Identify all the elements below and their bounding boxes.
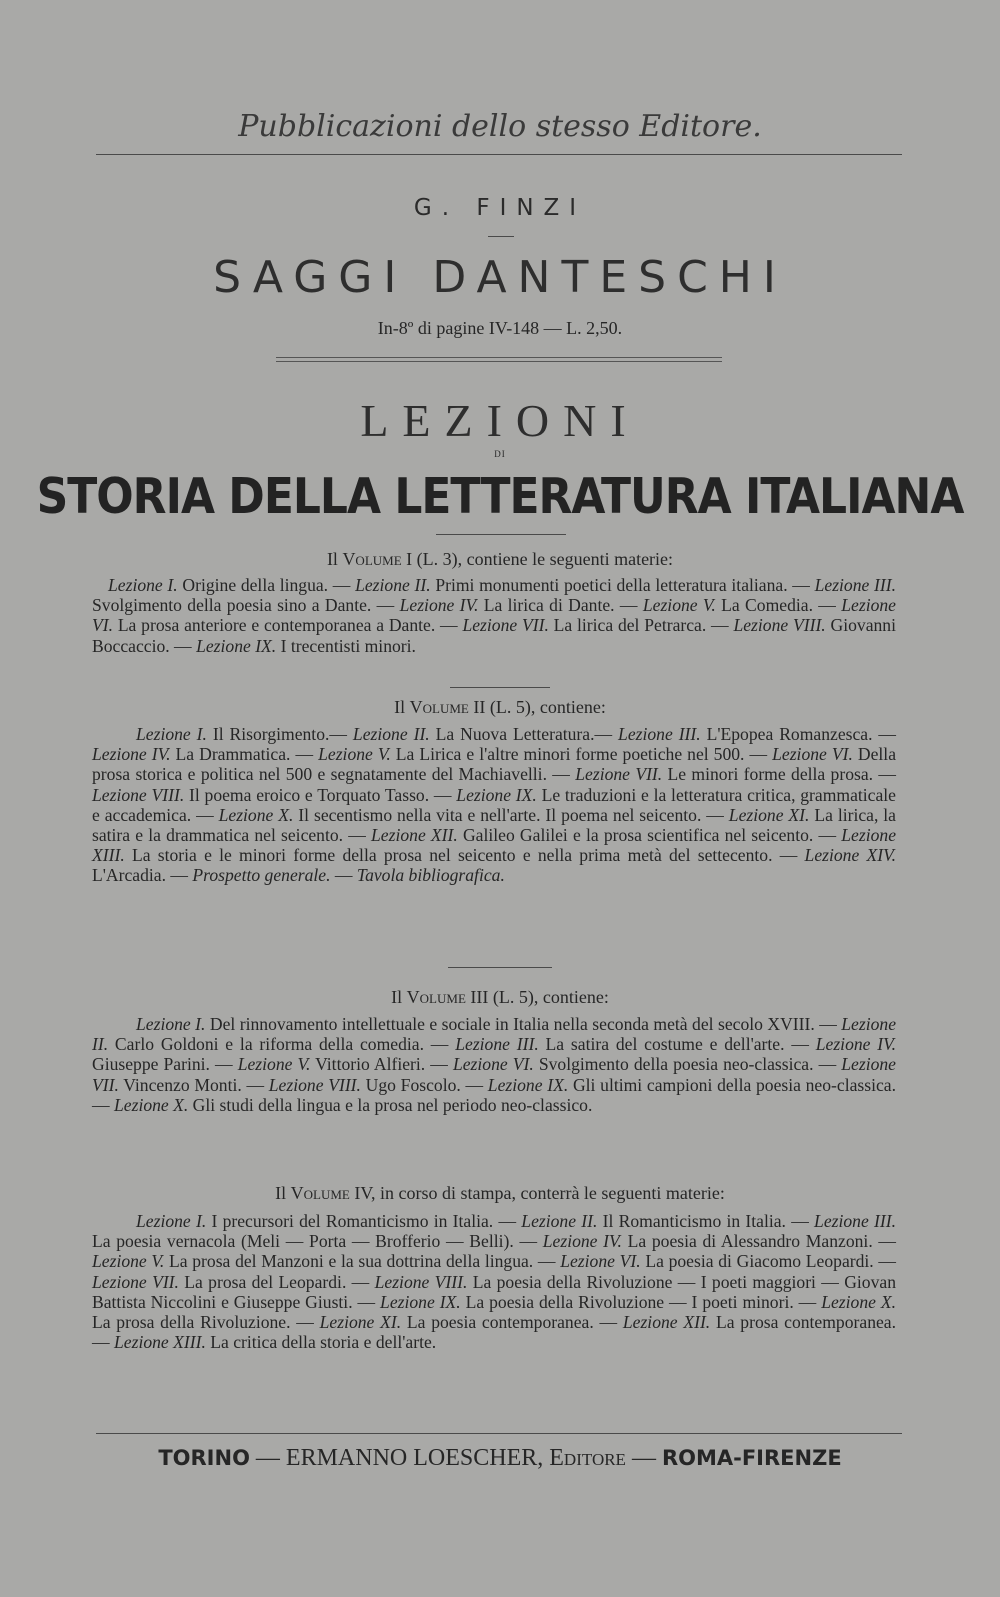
lesson-label: Lezione IX. [456,784,537,805]
lesson-label: Lezione IV. [815,1034,897,1055]
lesson-label: Lezione VI. [452,1054,534,1075]
volume-3-contents: Lezione I. Del rinnovamento intellettuale e sociale in Italia nella seconda metà del secolo XVIII. — Lezione II. Carlo Goldoni e la riforma della comedia. — Lezione III. La satira del costume e dell'arte. — Lezione IV. Giuseppe Parini. — Lezione V. Vittorio Alfieri. — Lezione VI. Svolgimento della poesia neo-classica. — Lezione VII. Vincenzo Monti. — Lezione VIII. Ugo Foscolo. — Lezione IX. Gli ultimi campioni della poesia neo-classica. — Lezione X. Gli studi della lingua e la prosa nel periodo neo-classico. [92,1014,897,1115]
lesson-label: Lezione IX. [196,635,277,656]
book1-double-rule [276,357,722,362]
lesson-label: Lezione VI. [92,595,896,636]
lesson-label: Lezione V. [237,1054,311,1075]
footer-city-left: TORINO [158,1446,250,1470]
lesson-label: Tavola bibliografica. [356,865,505,886]
footer-rule [96,1433,902,1434]
book1-details: In-8º di pagine IV-148 — L. 2,50. [377,318,623,338]
footer-publisher: ERMANNO LOESCHER, [285,1445,550,1471]
book1-title: SAGGI DANTESCHI [213,252,787,303]
lesson-label: Lezione VIII. [268,1074,361,1095]
lesson-label: Lezione VII. [92,1054,896,1095]
lesson-label: Lezione X. [114,1094,189,1115]
lesson-label: Lezione V. [92,1251,165,1272]
lesson-label: Lezione I. [136,724,207,744]
lesson-label: Lezione V. [318,744,391,765]
footer-imprint: TORINO — ERMANNO LOESCHER, Editore — ROMA-FIRENZE [158,1445,842,1471]
book2-title-di: DI [494,449,506,459]
lesson-label: Lezione XI. [319,1312,402,1333]
lesson-label: Lezione VII. [575,764,663,785]
lesson-label: Lezione V. [642,595,716,616]
volume-1-heading: Il Volume I (L. 3), contiene le seguenti materie: [326,549,674,569]
lesson-label: Lezione VIII. [92,784,185,805]
book2-title-line1: LEZIONI [360,395,640,446]
volume-4-contents: Lezione I. I precursori del Romanticismo in Italia. — Lezione II. Il Romanticismo in Italia. — Lezione III. La poesia vernacola (Meli — Porta — Brofferio — Belli). — Lezione IV. La poesia di Alessandro Manzoni. — Lezione V. La prosa del Manzoni e la sua dottrina della lingua. — Lezione VI. La poesia di Giacomo Leopardi. — Lezione VII. La prosa del Leopardi. — Lezione VIII. La poesia della Rivoluzione — I poeti maggiori — Giovan Battista Niccolini e Giuseppe Giusti. — Lezione IX. La poesia della Rivoluzione — I poeti minori. — Lezione X. La prosa della Rivoluzione. — Lezione XI. La poesia contemporanea. — Lezione XII. La prosa contemporanea. — Lezione XIII. La critica della storia e dell'arte. [92,1211,897,1353]
book2-title-line2: STORIA DELLA LETTERATURA ITALIANA [36,468,964,526]
lesson-label: Lezione IV. [399,595,479,616]
volume-1-contents: Lezione I. Origine della lingua. — Lezione II. Primi monumenti poetici della letteratura italiana. — Lezione III. Svolgimento della poesia sino a Dante. — Lezione IV. La lirica di Dante. — Lezione V. La Comedia. — Lezione VI. La prosa anteriore e contemporanea a Dante. — Lezione VII. La lirica del Petrarca. — Lezione VIII. Giovanni Boccaccio. — Lezione IX. I trecentisti minori. [92,575,896,656]
lesson-label: Lezione IX. [487,1074,569,1095]
lesson-label: Lezione II. [355,575,431,595]
lesson-label: Lezione VII. [92,1271,179,1292]
lesson-label: Lezione XI. [728,804,810,825]
volume-2-heading: Il Volume II (L. 5), contiene: [394,697,606,717]
header-title: Pubblicazioni dello stesso Editore. [238,109,762,144]
lesson-label: Lezione III. [618,724,701,744]
lesson-label: Lezione IV. [92,744,171,765]
lesson-label: Lezione I. [108,575,178,595]
lesson-label: Lezione III. [814,575,896,595]
volume-4-heading: Il Volume IV, in corso di stampa, conterrà le seguenti materie: [275,1183,725,1203]
lesson-label: Lezione II. [92,1014,896,1055]
author-rule [488,236,514,237]
lesson-label: Lezione XIV. [804,845,896,866]
lesson-label: Lezione XII. [622,1312,711,1333]
lesson-label: Lezione IV. [542,1231,622,1252]
lesson-label: Lezione II. [521,1211,598,1231]
lesson-label: Lezione VI. [560,1251,641,1272]
header-rule [96,154,902,155]
lesson-label: Lezione XII. [371,825,458,846]
lesson-label: Lezione VIII. [374,1271,468,1292]
volume-3-heading: Il Volume III (L. 5), contiene: [391,987,609,1007]
lesson-label: Lezione I. [136,1014,206,1034]
lesson-label: Lezione VI. [772,744,853,765]
lesson-label: Lezione I. [136,1211,207,1231]
volume-2-contents: Lezione I. Il Risorgimento.— Lezione II. La Nuova Letteratura.— Lezione III. L'Epopea Romanzesca. — Lezione IV. La Drammatica. — Lezione V. La Lirica e l'altre minori forme poetiche nel 500. — Lezione VI. Della prosa storica e politica nel 500 e segnatamente del Machiavelli. — Lezione VII. Le minori forme della prosa. — Lezione VIII. Il poema eroico e Torquato Tasso. — Lezione IX. Le traduzioni e la letteratura critica, grammaticale e accademica. — Lezione X. Il secentismo nella vita e nell'arte. Il poema nel seicento. — Lezione XI. La lirica, la satira e la drammatica nel seicento. — Lezione XII. Galileo Galilei e la prosa scientifica nel seicento. — Lezione XIII. La storia e le minori forme della prosa nel seicento e nella prima metà del settecento. — Lezione XIV. L'Arcadia. — Prospetto generale. — Tavola bibliografica. [92,724,897,886]
lesson-label: Lezione VII. [462,615,549,636]
lesson-label: Lezione X. [821,1291,897,1312]
volume-2-rule [448,967,552,968]
lesson-label: Lezione III. [814,1211,896,1231]
lesson-label: Lezione VIII. [733,615,826,636]
lesson-label: Lezione IX. [380,1291,461,1312]
book1-author: G. FINZI [413,195,587,221]
lesson-label: Lezione XIII. [114,1332,206,1353]
book2-rule [436,534,566,535]
volume-1-rule [450,687,550,688]
footer-city-right: ROMA-FIRENZE [661,1446,842,1470]
lesson-label: Lezione III. [455,1034,539,1055]
lesson-label: Lezione II. [352,724,430,744]
lesson-label: Prospetto generale. [192,865,331,886]
lesson-label: Lezione XIII. [92,825,896,866]
lesson-label: Lezione X. [218,804,294,825]
